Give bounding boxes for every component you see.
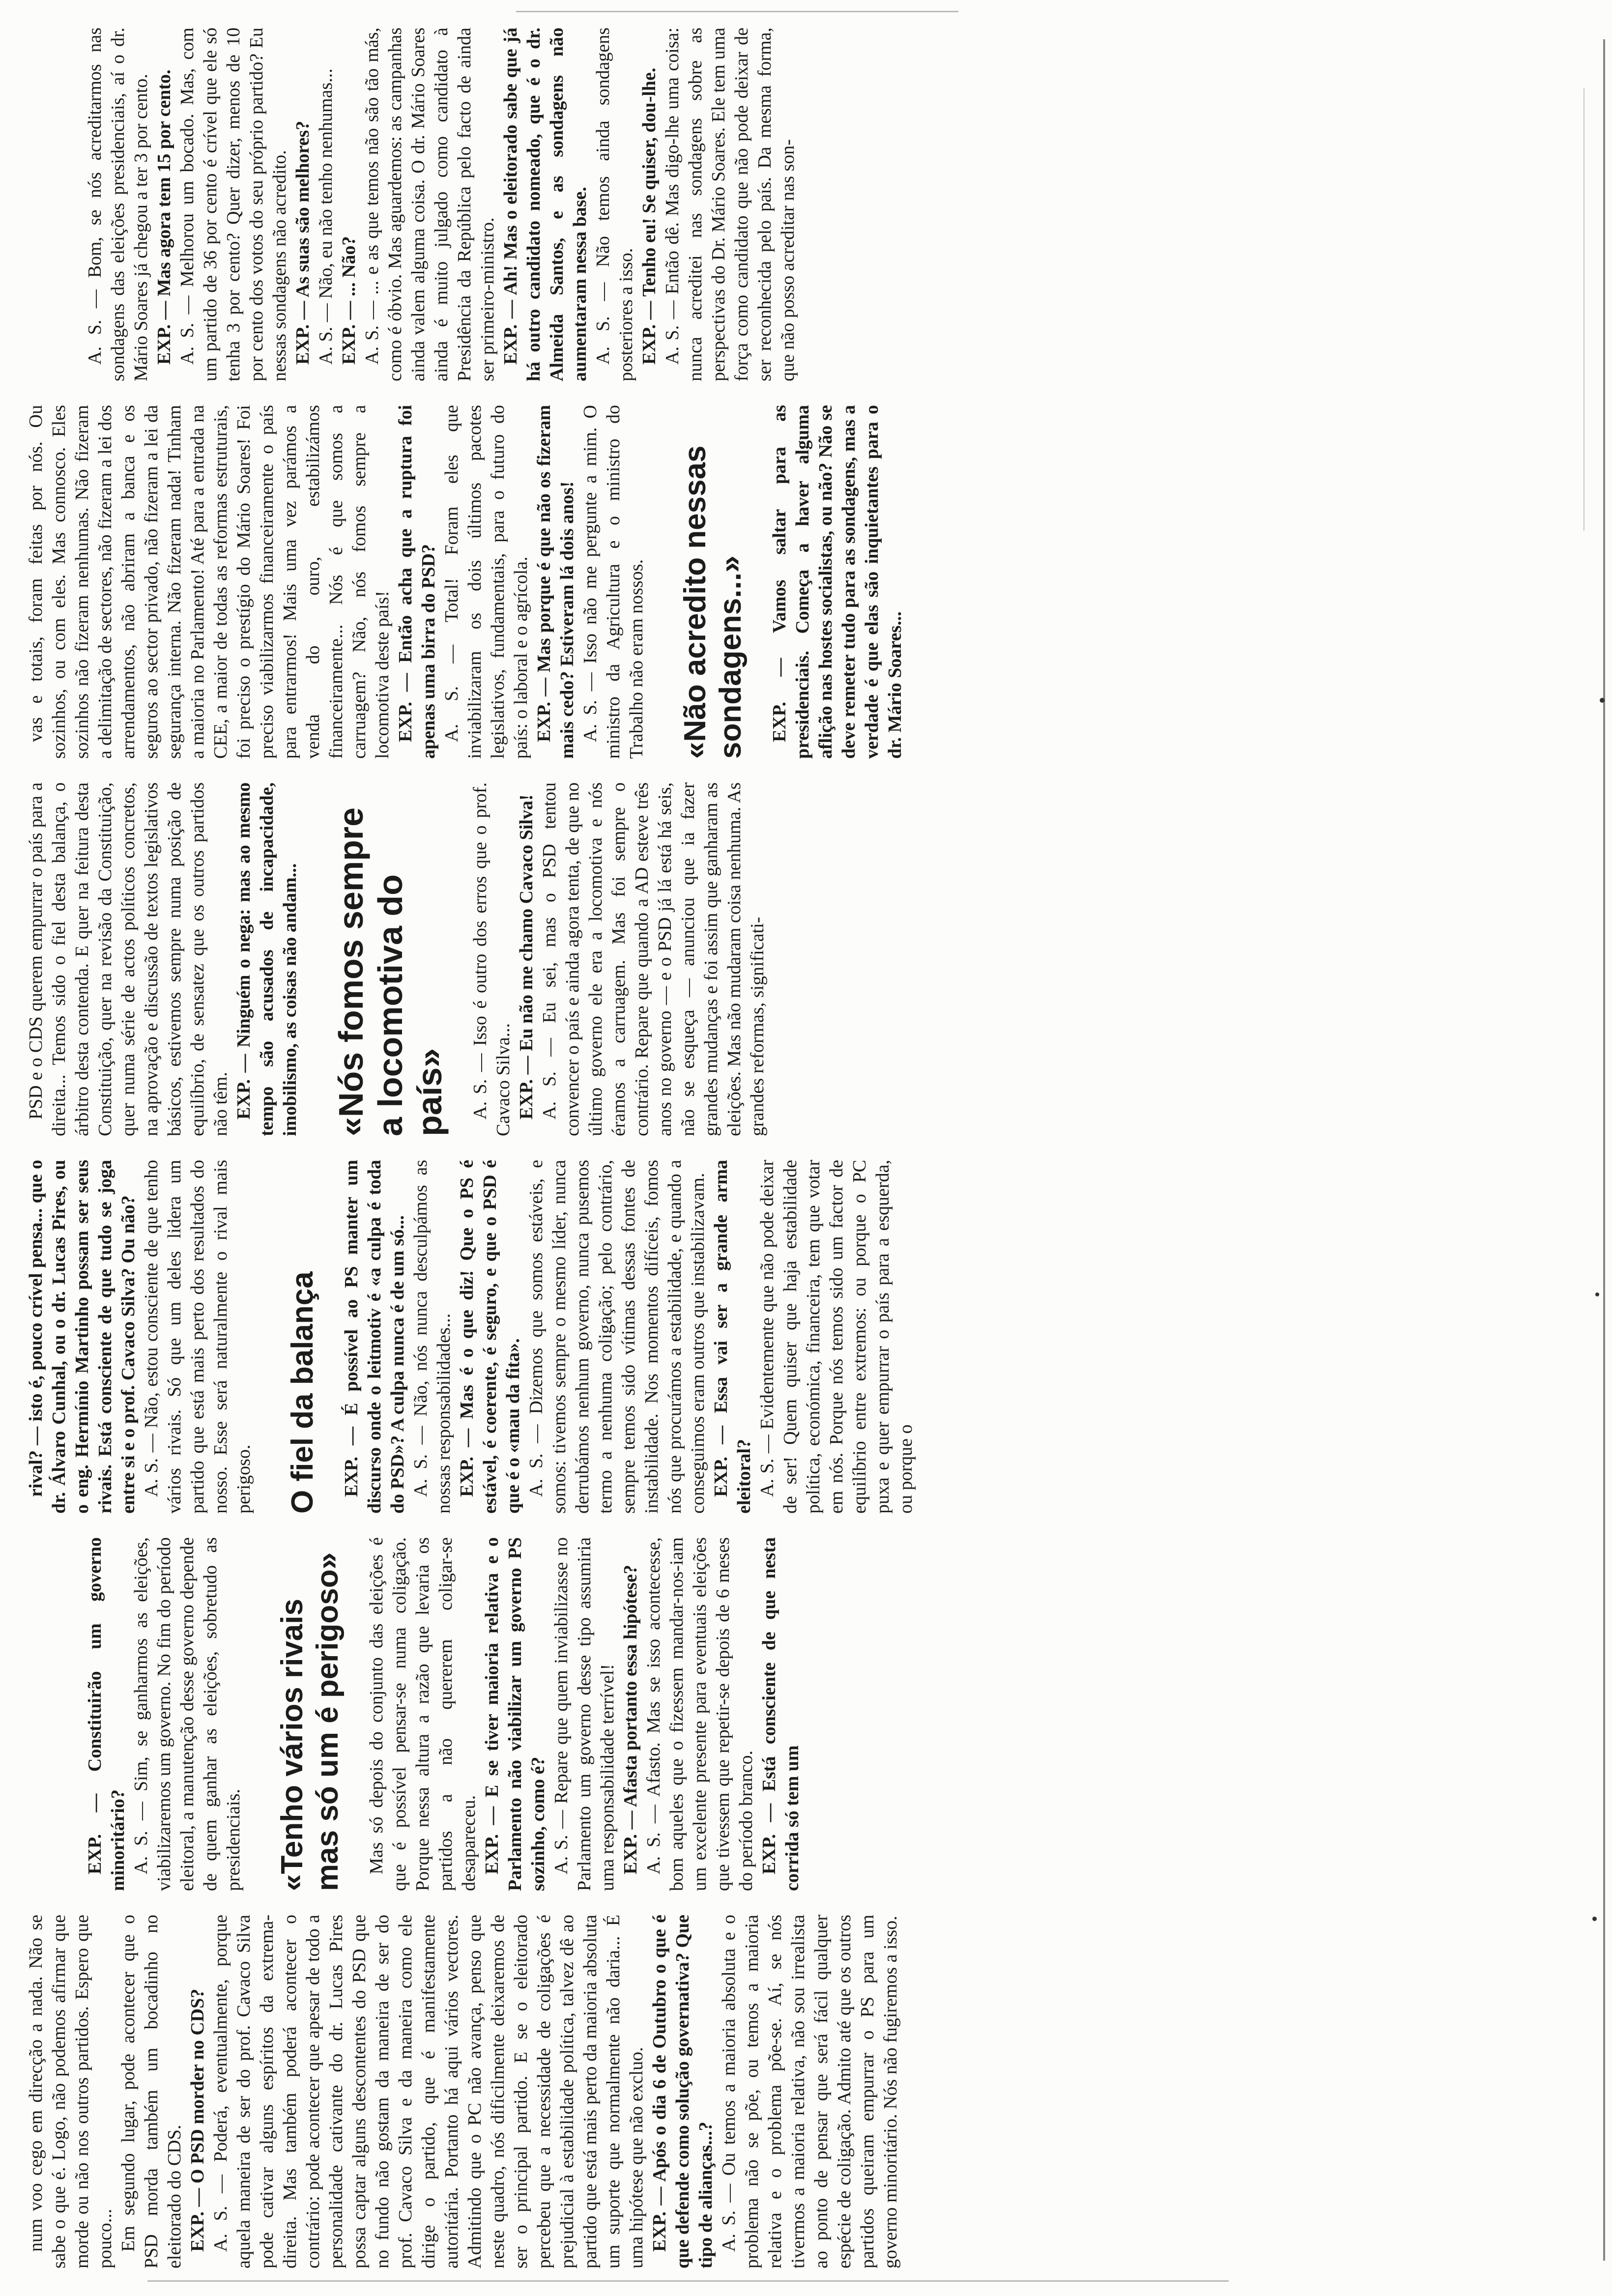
- interview-question: EXP. — Vamos saltar para as presidenciais. Começa a haver alguma aflição nas hostes socialistas, ou não? Não se deve remeter tudo para as sondagens, mas a verdade é que elas são inquietantes para o dr. Mário Soares...: [769, 405, 905, 759]
- interview-answer: A. S. — Dizemos que somos estáveis, e somos: tivemos sempre o mesmo líder, nunca derrubámos nenhum governo, nunca pusemos termo a nenhuma coligação; pelo contrário, sempre temos sido vítimas dessas fontes de instabilidade. Nos momentos difíceis, fomos nós que procurámos a estabilidade, e quando a conseguimos eram outros que instabilizavam.: [526, 1160, 708, 1514]
- interview-question: EXP. — Após o dia 6 de Outubro o que é que defende como solução governativa? Que tipo de alianças...?: [649, 1915, 716, 2268]
- scan-speck: [1595, 1292, 1599, 1296]
- interview-question: EXP. — Eu não me chamo Cavaco Silva!: [516, 794, 537, 1119]
- interview-answer: A. S. — Repare que quem inviabilizasse no Parlamento um governo desse tipo assumiria uma responsabilidade terrível!: [551, 1537, 618, 1891]
- interview-question: EXP. — Tenho eu! Se quiser, dou-lhe.: [639, 67, 660, 365]
- interview-answer: vas e totais, foram feitas por nós. Ou sozinhos, ou com eles. Mas connosco. Eles sozinhos não fizeram nenhumas. Não fizeram a delimitação de sectores, não fizeram a lei dos arrendamentos, não abriram a banca e os seguros ao sector privado, não fizeram a lei da segurança interna. Não fizeram nada! Tinham a maioria no Parlamento! Até para a entrada na CEE, a maior de todas as reformas estruturais, foi preciso o prestígio do Mário Soares! Foi preciso viabilizarmos financeiramente o país para entrarmos! Mais uma vez parámos a venda do ouro, estabilizámos financeiramente... Nós é que somos a carruagem? Não, nós fomos sempre a locomotiva deste país!: [26, 405, 393, 759]
- interview-answer: A. S. — Bom, se nós acreditarmos nas sondagens das eleições presidenciais, aí o dr. Mário Soares já chegou a ter 3 por cento.: [85, 28, 151, 381]
- interview-question: EXP. — Então acha que a ruptura foi apenas uma birra do PSD?: [395, 405, 439, 759]
- article-column: [25, 1160, 1578, 1514]
- interview-answer: A. S. — ... e as que temos não são tão más, como é óbvio. Mas aguardemos: as campanhas ainda valem alguma coisa. O dr. Mário Soares ainda é muito julgado como candidato à Presidência da República pelo facto de ainda ser primeiro-ministro.: [362, 28, 498, 381]
- interview-question: EXP. — Ninguém o nega: mas ao mesmo tempo são acusados de incapacidade, imobilismo, as coisas não andam...: [233, 782, 300, 1136]
- interview-question: EXP. — Mas agora tem 15 por cento.: [154, 69, 174, 365]
- interview-answer: A. S. — Total! Foram eles que inviabilizaram os dois últimos pacotes legislativos, fundamentais, para o futuro do país: o laboral e o agrícola.: [441, 405, 531, 759]
- interview-question: EXP. — É possível ao PS manter um discurso onde o leitmotiv é «a culpa é toda do PSD»? A culpa nunca é de um só...: [341, 1160, 408, 1514]
- interview-answer: A. S. — Sim, se ganharmos as eleições, viabilizaremos um governo. No fim do período eleitoral, a manutenção desse governo depende de quem ganhar as eleições, sobretudo as presidenciais.: [131, 1537, 244, 1891]
- article-column: [25, 782, 1578, 1136]
- page-edge-line: [1583, 88, 1584, 531]
- interview-question: rival? — isto é, pouco crível pensa... que o dr. Álvaro Cunhal, ou o dr. Lucas Pires, ou o eng. Hermínio Martinho possam ser seus rivais. Está consciente de que tudo se joga entre si e o prof. Cavaco Silva? Ou não?: [26, 1160, 139, 1514]
- interview-answer: A. S. — Eu sei, mas o PSD tentou convencer o país e ainda agora tenta, de que no último governo ele era a locomotiva e nós éramos a carruagem. Mas foi sempre o contrário. Repare que quando a AD esteve três anos no governo — e o PSD já lá está há seis, não se esqueça — anunciou que ia fazer grandes mudanças e foi assim que ganharam as eleições. Mas não mudaram coisa nenhuma. As grandes reformas, significati-: [539, 782, 768, 1136]
- interview-question: EXP. — O PSD morder no CDS?: [187, 1988, 208, 2252]
- interview-question: EXP. — Constituirão um governo minoritário?: [85, 1537, 128, 1891]
- interview-answer: A. S. — Melhorou um bocado. Mas, com um partido de 36 por cento é crível que ele só tenha 3 por cento? Quer dizer, menos de 10 por cento dos votos do seu próprio partido? Eu nessas sondagens não acredito.: [177, 28, 290, 381]
- interview-question: EXP. — Mas é o que diz! Que o PS é estável, é coerente, é seguro, e que o PSD é que é o «mau da fita».: [457, 1160, 523, 1514]
- interview-question: EXP. — Afasta portanto essa hipótese?: [620, 1565, 641, 1874]
- interview-answer: A. S. — Isso é outro dos erros que o prof. Cavaco Silva...: [470, 782, 514, 1136]
- interview-answer: A. S. — Evidentemente que não pode deixar de ser! Quem quiser que haja estabilidade política, económica, financeira, tem que votar em nós. Porque nós temos sido um factor de equilíbrio entre extremos: ou porque o PC puxa e quer empurrar o país para a esquerda, ou porque o: [757, 1160, 916, 1514]
- interview-question: EXP. — Essa vai ser a grande arma eleitoral?: [711, 1160, 754, 1514]
- article-column: [25, 28, 1578, 381]
- interview-question: EXP. — E se tiver maioria relativa e o Parlamento não viabilizar um governo PS sozinho, como é?: [482, 1537, 548, 1891]
- section-heading: «Tenho vários rivais mas só um é perigoso»: [275, 1552, 345, 1891]
- interview-answer: A. S. — Afasto. Mas se isso acontecesse, bom aqueles que o fizessem mandar-nos-iam um excelente presente para eventuais eleições que tivessem que repetir-se depois de 6 meses do período branco.: [643, 1537, 756, 1891]
- interview-question: EXP. — Ah! Mas o eleitorado sabe que já há outro candidato nomeado, que é o dr. Almeida Santos, e as sondagens não aumentaram nessa base.: [500, 28, 590, 381]
- section-heading: «Não acredito nessas sondagens...»: [678, 445, 748, 759]
- interview-answer: A. S. — Não, nós nunca desculpámos as nossas responsabilidades...: [410, 1160, 454, 1514]
- article-column: [25, 405, 1578, 759]
- scan-speck: [1600, 698, 1605, 703]
- interview-answer: A. S. — Não temos ainda sondagens posteriores a isso.: [593, 28, 636, 381]
- article-column: [25, 1537, 1578, 1891]
- interview-answer: PSD e o CDS querem empurrar o país para a direita... Temos sido o fiel desta balança, o árbitro desta contenda. E quer na feitura desta Constituição, quer na revisão da Constituição, quer numa série de actos políticos concretos, na aprovação e discussão de textos legislativos básicos, estivemos sempre numa posição de equilíbrio, de sensatez que os outros partidos não têm.: [26, 782, 231, 1136]
- interview-answer: A. S. — Poderá, eventualmente, porque aquela maneira de ser do prof. Cavaco Silva pode cativar alguns espíritos da extrema-direita. Mas também poderá acontecer o contrário: pode acontecer que apesar de todo a personalidade cativante do dr. Lucas Pires possa captar alguns descontentes do PSD que no fundo não gostam da maneira de ser do prof. Cavaco Silva e da maneira como ele dirige o partido, que é manifestamente autoritária. Portanto há aqui vários vectores. Admitindo que o PC não avança, penso que neste quadro, nós dificilmente deixaremos de ser o principal partido. E se o eleitorado percebeu que a necessidade de coligações é prejudicial à estabilidade política, talvez dê ao partido que está mais perto da maioria absoluta um suporte que normalmente não daria... É uma hipótese que não excluo.: [210, 1915, 647, 2268]
- interview-question: EXP. — As suas são melhores?: [292, 120, 313, 365]
- page-edge-line: [1603, 39, 1605, 2261]
- interview-answer: A. S. — Isso não me pergunte a mim. O ministro da Agricultura e o ministro do Trabalho não eram nossos.: [580, 405, 647, 759]
- interview-answer: Em segundo lugar, pode acontecer que o PSD morda também um bocadinho no eleitorado do CDS.: [118, 1915, 185, 2268]
- interview-question: EXP. — Mas porque é que não os fizeram mais cedo? Estiveram lá dois anos!: [534, 405, 577, 759]
- interview-question: EXP. — ... Não?: [339, 236, 359, 365]
- article-column: [25, 1915, 1578, 2268]
- interview-answer: A. S. — Não, estou consciente de que tenho vários rivais. Só que um deles lidera um partido que está mais perto dos resultados do nosso. Esse será naturalmente o rival mais perigoso.: [141, 1160, 254, 1514]
- scan-speck: [1592, 1917, 1597, 1921]
- section-heading: O fiel da balança: [286, 1271, 319, 1514]
- rotated-article: [25, 28, 1578, 2268]
- interview-answer: num voo cego em direcção a nada. Não se sabe o que é. Logo, não podemos afirmar que morde ou não nos outros partidos. Espero que pouco...: [26, 1915, 115, 2268]
- interview-answer: Mas só depois do conjunto das eleições é que é possível pensar-se numa coligação. Porque nessa altura a razão que levaria os partidos a não quererem coligar-se desapareceu.: [366, 1537, 479, 1891]
- page-edge-line: [147, 2280, 1229, 2282]
- page-edge-line: [516, 11, 958, 12]
- interview-answer: A. S. — Não, eu não tenho nenhumas...: [316, 68, 336, 365]
- section-heading: «Nós fomos sempre a locomotiva do país»: [332, 807, 449, 1136]
- interview-answer: A. S. — Então dê. Mas digo-lhe uma coisa: nunca acreditei nas sondagens sobre as perspectivas do Dr. Mário Soares. Ele tem uma força como candidato que não pode deixar de ser reconhecida pelo país. Da mesma forma, que não posso acreditar nas son-: [662, 28, 798, 381]
- interview-question: EXP. — Está consciente de que nesta corrida só tem um: [759, 1537, 803, 1891]
- interview-answer: A. S. — Ou temos a maioria absoluta e o problema não se põe, ou temos a maioria relativa e o problema põe-se. Aí, se nós tivermos a maioria relativa, não sou irrealista ao ponto de pensar que será fácil qualquer espécie de coligação. Admito até que os outros partidos queiram empurrar o PS para um governo minoritário. Nós não fugiremos a isso.: [719, 1915, 901, 2268]
